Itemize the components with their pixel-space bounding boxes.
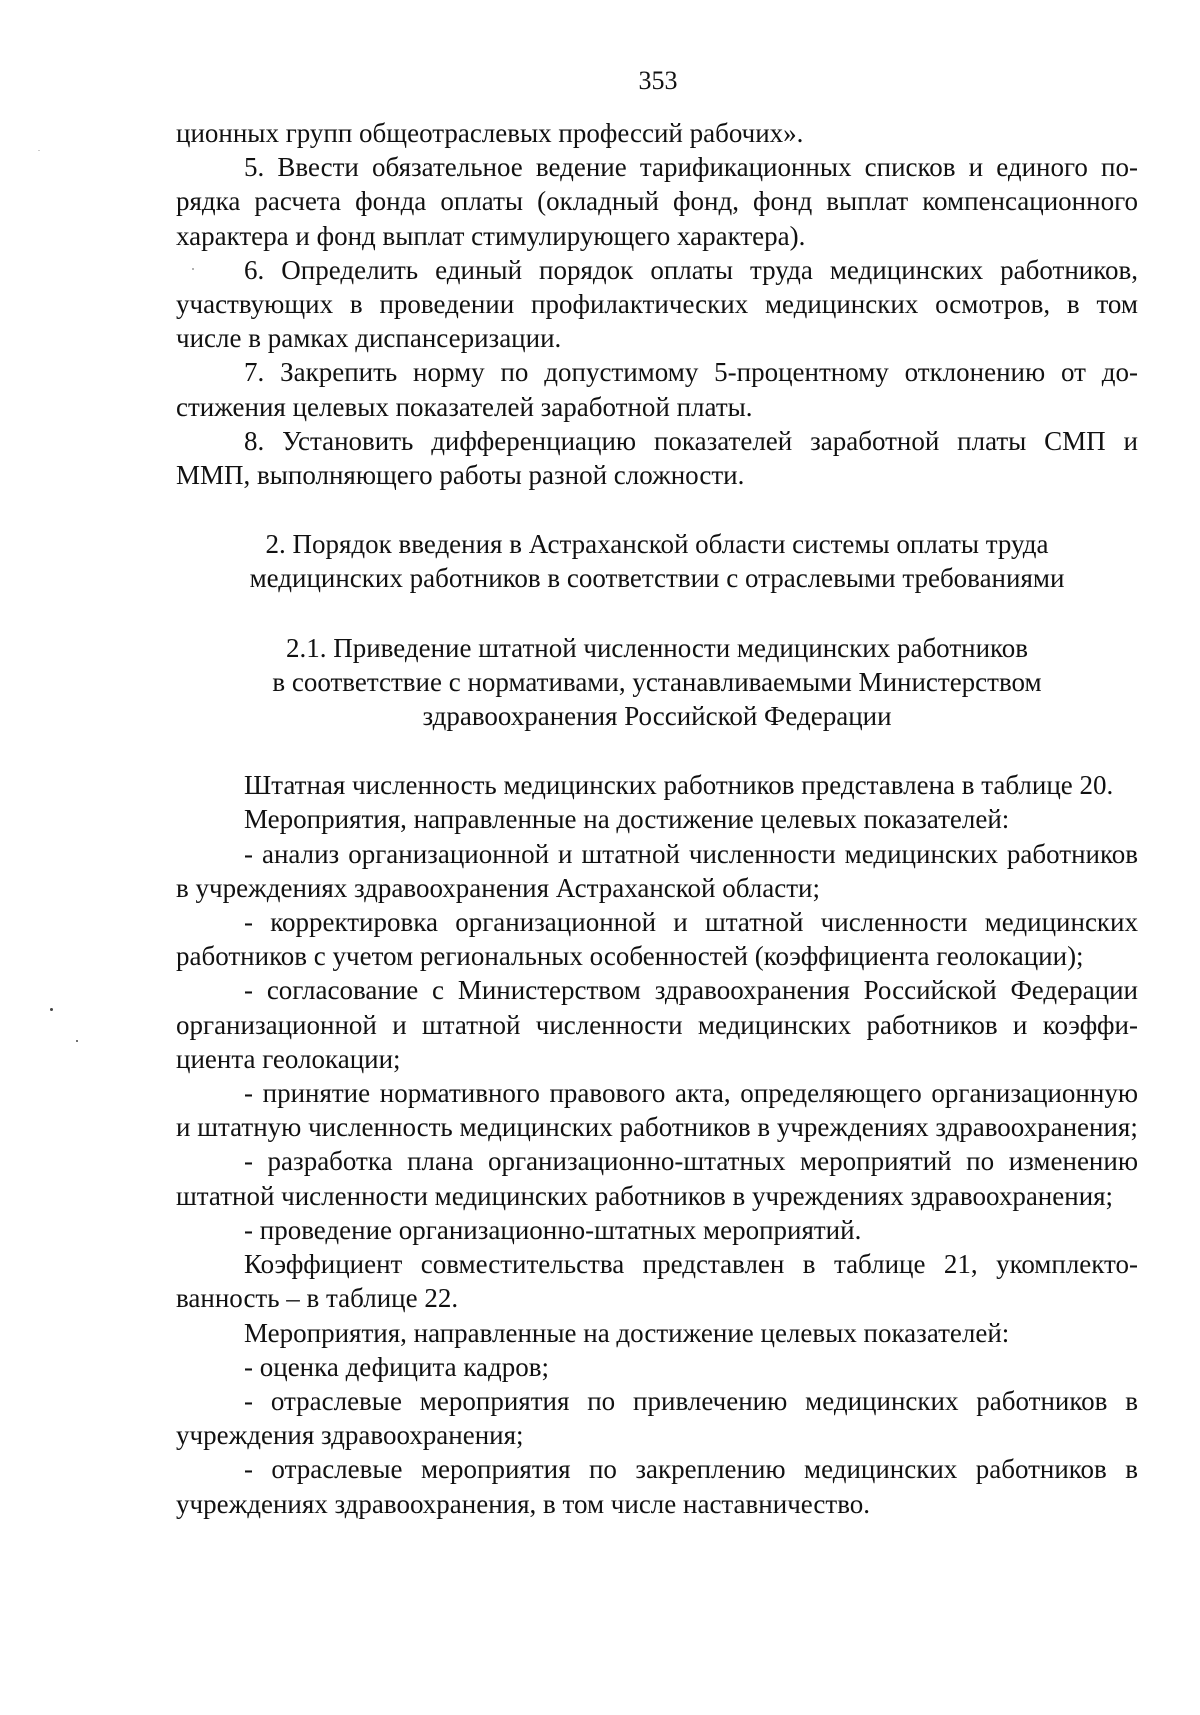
section-heading-line-2: медицинских работников в соответствии с отраслевыми требованиями xyxy=(249,563,1065,594)
list-item-attraction: - отраслевые мероприятия по привлечению медицинских работников в учреждения здравоохранения; xyxy=(176,1385,1138,1451)
paragraph-item-5: 5. Ввести обязательное ведение тарификационных списков и единого порядка расчета фонда оплаты (окладный фонд, фонд выплат компенсационного характера и фонд выплат стимулирующего характера). xyxy=(176,152,1138,251)
paragraph-continuation: ционных групп общеотраслевых профессий рабочих». xyxy=(176,118,804,148)
page-content xyxy=(176,116,1138,1521)
list-item-plan-development: - разработка плана организационно-штатных мероприятий по изменению штатной численности медицинских работников в учреждениях здравоохранения; xyxy=(176,1146,1138,1211)
list-item-analysis: - анализ организационной и штатной численности медицинских работников в учреждениях здравоохранения Астраханской области; xyxy=(176,838,1138,903)
list-item-normative-act: - принятие нормативного правового акта, определяющего организационную и штатную численность медицинских работников в учреждениях здравоохранения; xyxy=(176,1078,1138,1143)
paragraph-item-6: 6. Определить единый порядок оплаты труда медицинских работников, участвующих в проведении профилактических медицинских осмотров, в том числе в рамках диспансеризации. xyxy=(176,254,1138,354)
subsection-heading-line-1: 2.1. Приведение штатной численности медицинских работников xyxy=(285,632,1029,663)
scan-speck xyxy=(192,268,194,270)
paragraph-coefficient: Коэффициент совместительства представлен в таблице 21, укомплектованность – в таблице 22. xyxy=(176,1249,1138,1314)
subsection-heading xyxy=(176,631,1138,734)
section-heading xyxy=(176,527,1138,595)
scan-speck xyxy=(76,1040,78,1042)
paragraph-measures-intro-2: Мероприятия, направленные на достижение целевых показателей: xyxy=(244,1317,1010,1348)
list-item-deficit: - оценка дефицита кадров; xyxy=(244,1351,550,1382)
list-item-agreement: - согласование с Министерством здравоохранения Российской Федерации организационной и штатной численности медицинских работников и коэффициента геолокации; xyxy=(176,975,1138,1074)
page-number: 353 xyxy=(638,66,678,95)
subsection-heading-line-3: здравоохранения Российской Федерации xyxy=(422,701,892,732)
spacer xyxy=(176,492,1138,527)
paragraph-measures-intro: Мероприятия, направленные на достижение целевых показателей: xyxy=(244,804,1010,835)
paragraph-item-7: 7. Закрепить норму по допустимому 5-процентному отклонению от достижения целевых показателей заработной платы. xyxy=(176,357,1138,422)
section-heading-line-1: 2. Порядок введения в Астраханской области системы оплаты труда xyxy=(265,529,1049,560)
scan-speck xyxy=(38,150,40,151)
list-item-staff-measures: - проведение организационно-штатных мероприятий. xyxy=(244,1214,862,1245)
list-item-retention: - отраслевые мероприятия по закреплению медицинских работников в учреждениях здравоохранения, в том числе наставничество. xyxy=(176,1454,1138,1519)
paragraph-item-8: 8. Установить дифференциацию показателей заработной платы СМП и ММП, выполняющего работы разной сложности. xyxy=(176,425,1138,491)
list-item-correction: - корректировка организационной и штатной численности медицинских работников с учетом региональных особенностей (коэффициента геолокации); xyxy=(176,907,1138,972)
spacer xyxy=(176,733,1138,768)
spacer xyxy=(176,596,1138,631)
scan-speck xyxy=(50,1008,53,1011)
subsection-heading-line-2: в соответствие с нормативами, устанавливаемыми Министерством xyxy=(272,666,1042,697)
paragraph-staff-numbers: Штатная численность медицинских работников представлена в таблице 20. xyxy=(244,770,1114,801)
